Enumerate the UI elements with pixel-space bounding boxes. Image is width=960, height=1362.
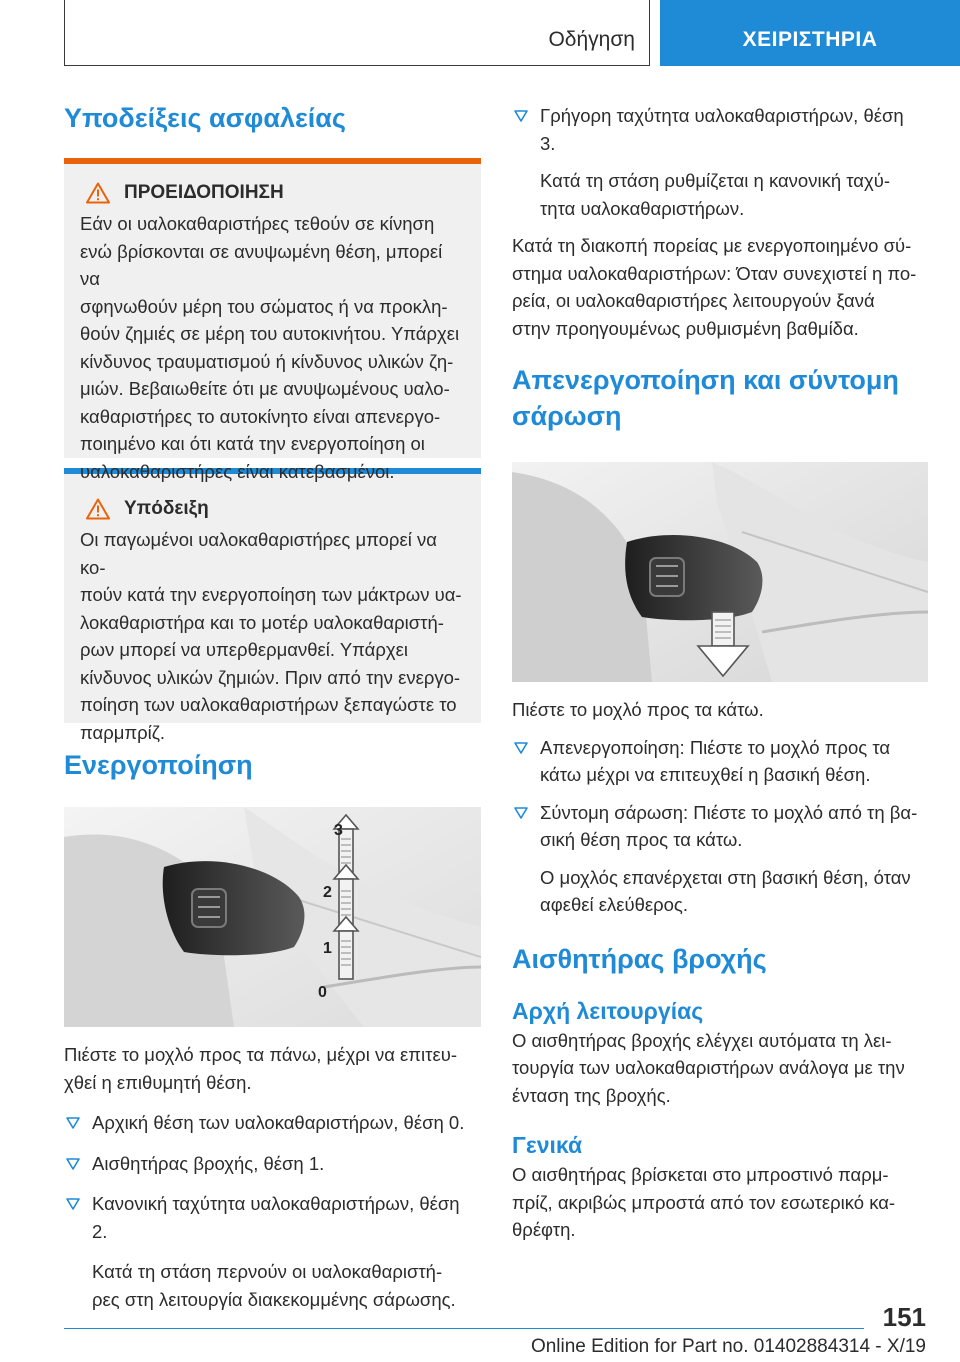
warning-line: μιών. Βεβαιωθείτε ότι με ανυψωμένους υαλο- (80, 378, 450, 399)
rain-sensor-heading: Αισθητήρας βροχής (512, 943, 767, 974)
list-item-continuation (512, 167, 928, 222)
wiper-lever-up-illustration (64, 807, 481, 1027)
activation-intro (64, 1041, 481, 1096)
deactivation-heading-line: σάρωση (512, 401, 622, 431)
list-item-text: Σύντομη σάρωση: Πιέστε το μοχλό από τη βα- (540, 801, 918, 823)
list-item (512, 102, 928, 157)
continuation-line: αφεθεί ελεύθερος. (540, 894, 688, 915)
warning-label: ΠΡΟΕΙΔΟΠΟΙΗΣΗ (124, 182, 284, 203)
triangle-bullet-icon (64, 1109, 82, 1136)
warning-line: ποιημένο και ότι κατά την ενεργοποίηση οι (80, 433, 425, 454)
continuation-line: ρες στη λειτουργία διακεκομμένης σάρωσης. (92, 1288, 456, 1310)
list-item-text: σική θέση προς τα κάτω. (540, 829, 743, 850)
continuation-line: Ο μοχλός επανέρχεται στη βασική θέση, όταν (540, 866, 911, 888)
triangle-bullet-icon (64, 1190, 82, 1217)
list-item-text: Αρχική θέση των υαλοκαθαριστήρων, θέση 0. (92, 1112, 465, 1133)
left-column (64, 100, 481, 1313)
note-line: λοκαθαριστήρα και το μοτέρ υαλοκαθαριστή- (80, 611, 444, 633)
figure-label-2: 2 (323, 884, 332, 901)
note-line: ρων μπορεί να υπερθερμανθεί. Υπάρχει (80, 639, 408, 660)
continuation-line: τητα υαλοκαθαριστήρων. (540, 197, 745, 219)
warning-line: σφηνωθούν μέρη του σώματος ή να προκλη- (80, 295, 448, 317)
activation-figure (64, 807, 481, 1027)
continuation-line: Κατά τη στάση περνούν οι υαλοκαθαριστή- (92, 1261, 443, 1282)
wiper-lever-down-illustration (512, 462, 928, 682)
paragraph-line: στην προηγουμένως ρυθμισμένη βαθμίδα. (512, 317, 859, 339)
warning-triangle-icon (86, 182, 110, 204)
list-item (512, 734, 928, 789)
chapter-tab (64, 0, 650, 66)
warning-triangle-icon (86, 498, 110, 520)
triangle-bullet-icon (64, 1150, 82, 1177)
note-box (64, 468, 481, 743)
footer-divider (64, 1328, 864, 1329)
deactivation-figure (512, 462, 928, 682)
figure-label-0: 0 (318, 984, 327, 1001)
deactivation-heading (512, 362, 928, 434)
activation-heading: Ενεργοποίηση (64, 750, 253, 780)
triangle-bullet-icon (512, 799, 530, 826)
page-header (0, 0, 960, 66)
note-line: Οι παγωμένοι υαλοκαθαριστήρες μπορεί να κο- (80, 529, 437, 578)
list-item-text: Απενεργοποίηση: Πιέστε το μοχλό προς τα (540, 736, 891, 758)
paragraph-line: πρίζ, ακριβώς μπροστά από τον εσωτερικό κα- (512, 1191, 896, 1213)
list-item-text: Κανονική ταχύτητα υαλοκαθαριστήρων, θέση (92, 1193, 460, 1214)
principle-heading: Αρχή λειτουργίας (512, 997, 704, 1024)
list-item-text: κάτω μέχρι να επιτευχθεί η βασική θέση. (540, 764, 871, 785)
list-item-text: Γρήγορη ταχύτητα υαλοκαθαριστήρων, θέση (540, 105, 904, 126)
paragraph-line: Ο αισθητήρας βρίσκεται στο μπροστινό παρμ- (512, 1164, 889, 1185)
list-item (512, 799, 928, 854)
section-label: ΧΕΙΡΙΣΤΗΡΙΑ (742, 28, 878, 51)
note-line: ποίηση των υαλοκαθαριστήρων ξεπαγώστε το (80, 694, 457, 715)
chapter-label: Οδήγηση (548, 28, 635, 51)
safety-heading: Υποδείξεις ασφαλείας (64, 103, 346, 133)
warning-line: ενώ βρίσκονται σε ανυψωμένη θέση, μπορεί να (80, 240, 443, 289)
list-item (64, 1150, 481, 1178)
note-label: Υπόδειξη (124, 498, 209, 519)
list-item-continuation (64, 1258, 481, 1313)
general-heading: Γενικά (512, 1132, 583, 1158)
note-line: κίνδυνος υλικών ζημιών. Πριν από την ενεργο- (80, 666, 461, 688)
paragraph-line: στημα υαλοκαθαριστήρων: Όταν συνεχιστεί η πο- (512, 262, 917, 284)
warning-line: καθαριστήρες το αυτοκίνητο είναι απενεργο- (80, 405, 441, 427)
paragraph-line: ρεία, οι υαλοκαθαριστήρες λειτουργούν ξανά (512, 290, 875, 311)
paragraph-line: τουργία των υαλοκαθαριστήρων ανάλογα με την (512, 1057, 905, 1078)
list-item-text: Αισθητήρας βροχής, θέση 1. (92, 1152, 325, 1174)
list-item-text: 3. (540, 132, 556, 154)
warning-title (80, 178, 467, 208)
list-item (64, 1109, 481, 1137)
activation-intro-line: χθεί η επιθυμητή θέση. (64, 1071, 252, 1093)
warning-box (64, 158, 481, 482)
warning-line: υαλοκαθαριστήρες είναι κατεβασμένοι. (80, 460, 395, 482)
list-item (64, 1190, 481, 1245)
edition-text: Online Edition for Part no. 01402884314 - X/19 (530, 1336, 926, 1357)
paragraph-line: ένταση της βροχής. (512, 1084, 671, 1106)
deactivation-heading-line: Απενεργοποίηση και σύντομη (512, 365, 899, 395)
note-line: παρμπρίζ. (80, 721, 166, 743)
triangle-bullet-icon (512, 734, 530, 761)
warning-line: κίνδυνος τραυματισμού ή κίνδυνος υλικών ζη- (80, 350, 454, 372)
paragraph-line: θρέφτη. (512, 1219, 576, 1240)
deactivation-intro: Πιέστε το μοχλό προς τα κάτω. (512, 699, 764, 720)
continuation-line: Κατά τη στάση ρυθμίζεται η κανονική ταχύ- (540, 170, 890, 191)
figure-label-1: 1 (323, 940, 332, 957)
note-title (80, 494, 467, 524)
principle-paragraph (512, 1027, 928, 1110)
section-tab (660, 0, 960, 66)
warning-line: θούν ζημιές σε μέρη του αυτοκινήτου. Υπάρχει (80, 323, 460, 344)
page-number: 151 (882, 1302, 926, 1332)
activation-intro-line: Πιέστε το μοχλό προς τα πάνω, μέχρι να επιτευ- (64, 1044, 457, 1065)
paragraph-line: Ο αισθητήρας βροχής ελέγχει αυτόματα τη λει- (512, 1029, 892, 1051)
warning-line: Εάν οι υαλοκαθαριστήρες τεθούν σε κίνηση (80, 213, 435, 234)
note-line: πούν κατά την ενεργοποίηση των μάκτρων υα- (80, 584, 462, 605)
general-paragraph (512, 1161, 928, 1244)
list-item-continuation (512, 864, 928, 919)
paragraph-line: Κατά τη διακοπή πορείας με ενεργοποιημένο σύ- (512, 235, 912, 256)
list-item-text: 2. (92, 1220, 108, 1242)
right-column (512, 100, 928, 1244)
figure-label-3: 3 (334, 822, 343, 839)
interruption-paragraph (512, 232, 928, 342)
triangle-bullet-icon (512, 102, 530, 129)
